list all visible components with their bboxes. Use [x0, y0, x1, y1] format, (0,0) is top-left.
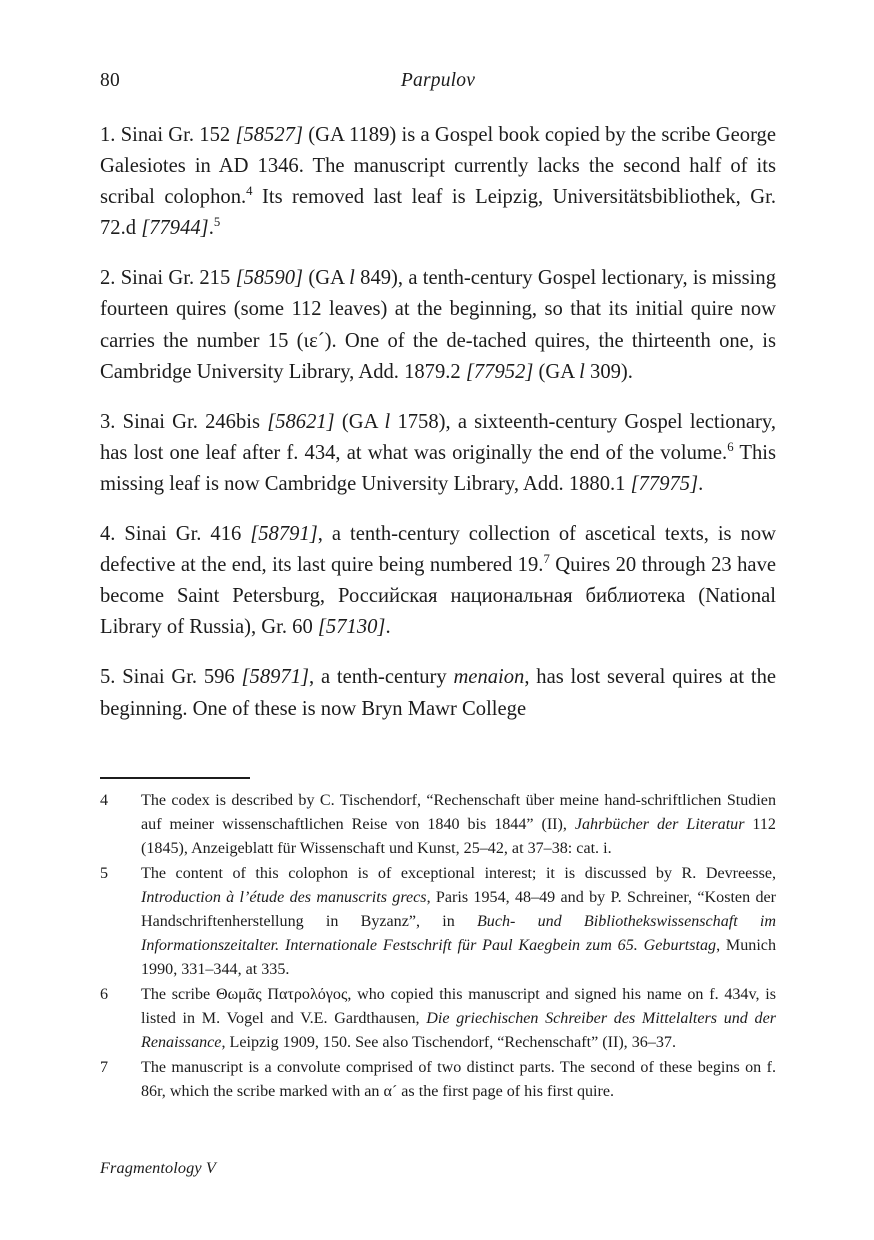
text-run: .: [698, 472, 704, 495]
text-run: The codex is described by C. Tischendorf, “Rechenschaft über meine hand-schriftlichen Studien auf meiner wissenschaftlichen Reise von 1840 bis 1844” (II),: [141, 792, 776, 833]
text-run: 4. Sinai Gr. 416: [100, 523, 251, 546]
italic-run: Buch- und Bibliothekswissenschaft im Informationszeitalter. Internationale Festschrift für Paul Kaegbein zum 65. Geburtstag: [141, 913, 776, 954]
italic-run: [58590]: [235, 267, 304, 290]
italic-run: l: [384, 410, 391, 433]
italic-run: Introduction à l’étude des manuscrits grecs: [141, 889, 427, 906]
text-run: 5. Sinai Gr. 596: [100, 666, 242, 689]
text-run: (GA: [334, 410, 385, 433]
footnote-marker[interactable]: 7: [543, 552, 550, 567]
footnote-4: [100, 789, 776, 861]
text-run: (GA: [533, 360, 580, 383]
footnote-number: 6: [100, 986, 109, 1003]
text-run: (GA: [303, 267, 350, 290]
text-run: Its removed last leaf is Leipzig, Universitätsbibliothek, Gr. 72.d: [100, 186, 776, 240]
body-text-block: [100, 120, 776, 725]
footnote-number: 7: [100, 1059, 109, 1076]
running-head: [100, 68, 776, 94]
text-run: 2. Sinai Gr. 215: [100, 267, 236, 290]
italic-run: [58971]: [241, 666, 310, 689]
footnote-text: [141, 1059, 776, 1100]
italic-run: Jahrbücher der Literatur: [574, 816, 745, 833]
text-run: , a tenth-century collection of ascetical texts, is now defective at the end, its last quire being numbered 19.: [100, 523, 776, 577]
text-run: , has lost several quires at the beginning. One of these is now Bryn Mawr College: [100, 666, 777, 720]
footnote-marker[interactable]: 6: [727, 439, 734, 454]
body-paragraph-entry-1: [100, 120, 776, 244]
footnote-marker[interactable]: 4: [246, 184, 253, 199]
text-run: , a tenth-century: [309, 666, 454, 689]
text-run: This missing leaf is now Cambridge University Library, Add. 1880.1: [100, 441, 777, 495]
footnote-number: 4: [100, 792, 109, 809]
text-run: , Paris 1954, 48–49 and by P. Schreiner, “Kosten der Handschriftenherstellung in Byzanz”, in: [141, 889, 776, 930]
text-run: 1758), a sixteenth-century Gospel lectionary, has lost one leaf after f. 434, at what was originally the end of the volume.: [100, 410, 776, 464]
footnote-marker[interactable]: 5: [213, 215, 221, 230]
text-run: .: [208, 217, 214, 240]
italic-run: [77944]: [141, 217, 209, 240]
footnote-6: [100, 983, 776, 1055]
footnote-text: [141, 986, 776, 1051]
text-run: , Leipzig 1909, 150. See also Tischendorf, “Rechenschaft” (II), 36–37.: [221, 1034, 676, 1051]
text-run: (GA 1189) is a Gospel book copied by the scribe George Galesiotes in AD 1346. The manuscript currently lacks the second half of its scribal colophon.: [100, 124, 776, 209]
running-title: Parpulov: [400, 70, 476, 91]
text-run: Quires 20 through 23 have become Saint Petersburg, Российская национальная библиотека (National Library of Russia), Gr. 60: [100, 554, 777, 639]
text-run: 1. Sinai Gr. 152: [100, 124, 236, 146]
italic-run: [77952]: [465, 360, 534, 383]
body-paragraph-entry-5: [100, 662, 776, 724]
page-number: 80: [100, 70, 120, 91]
footnote-text: [141, 792, 776, 857]
text-run: The scribe Θωμᾶς Πατρολόγος, who copied this manuscript and signed his name on f. 434v, is listed in M. Vogel and V.E. Gardthausen,: [141, 986, 776, 1027]
text-run: 3. Sinai Gr. 246bis: [100, 410, 268, 433]
text-run: The content of this colophon is of exceptional interest; it is discussed by R. Devreesse,: [141, 865, 776, 882]
footnote-7: [100, 1056, 776, 1104]
text-run: 309).: [584, 360, 633, 383]
body-paragraph-entry-2: [100, 263, 776, 387]
text-run: .: [385, 616, 391, 639]
italic-run: [58527]: [235, 124, 303, 146]
footnote-number: 5: [100, 865, 109, 882]
footnote-separator-rule: [100, 777, 250, 779]
italic-run: [77975]: [630, 472, 699, 495]
text-run: 112 (1845), Anzeigeblatt für Wissenschaft und Kunst, 25–42, at 37–38: cat. i.: [141, 816, 776, 857]
italic-run: [57130]: [317, 616, 386, 639]
footnote-5: [100, 862, 776, 982]
text-run: , Munich 1990, 331–344, at 335.: [141, 937, 776, 978]
text-run: 849), a tenth-century Gospel lectionary, is missing fourteen quires (some 112 leaves) at the beginning, so that its initial quire now carries the number 15 (ιε´). One of the de-tached quires, the thirteenth one, is Cambridge University Library, Add. 1879.2: [100, 267, 776, 383]
footnote-block: [100, 789, 776, 1105]
italic-run: [58621]: [267, 410, 335, 433]
italic-run: Die griechischen Schreiber des Mittelalters und der Renaissance: [141, 1010, 776, 1051]
italic-run: l: [349, 267, 355, 290]
journal-footer: Fragmentology V: [100, 1158, 216, 1177]
body-paragraph-entry-4: [100, 519, 776, 643]
italic-run: l: [579, 360, 585, 383]
italic-run: [58791]: [250, 523, 318, 546]
footnote-text: [141, 865, 776, 978]
italic-run: menaion: [453, 666, 525, 689]
body-paragraph-entry-3: [100, 407, 776, 500]
text-run: The manuscript is a convolute comprised of two distinct parts. The second of these begins on f. 86r, which the scribe marked with an α´ as the first page of his first quire.: [141, 1059, 776, 1100]
